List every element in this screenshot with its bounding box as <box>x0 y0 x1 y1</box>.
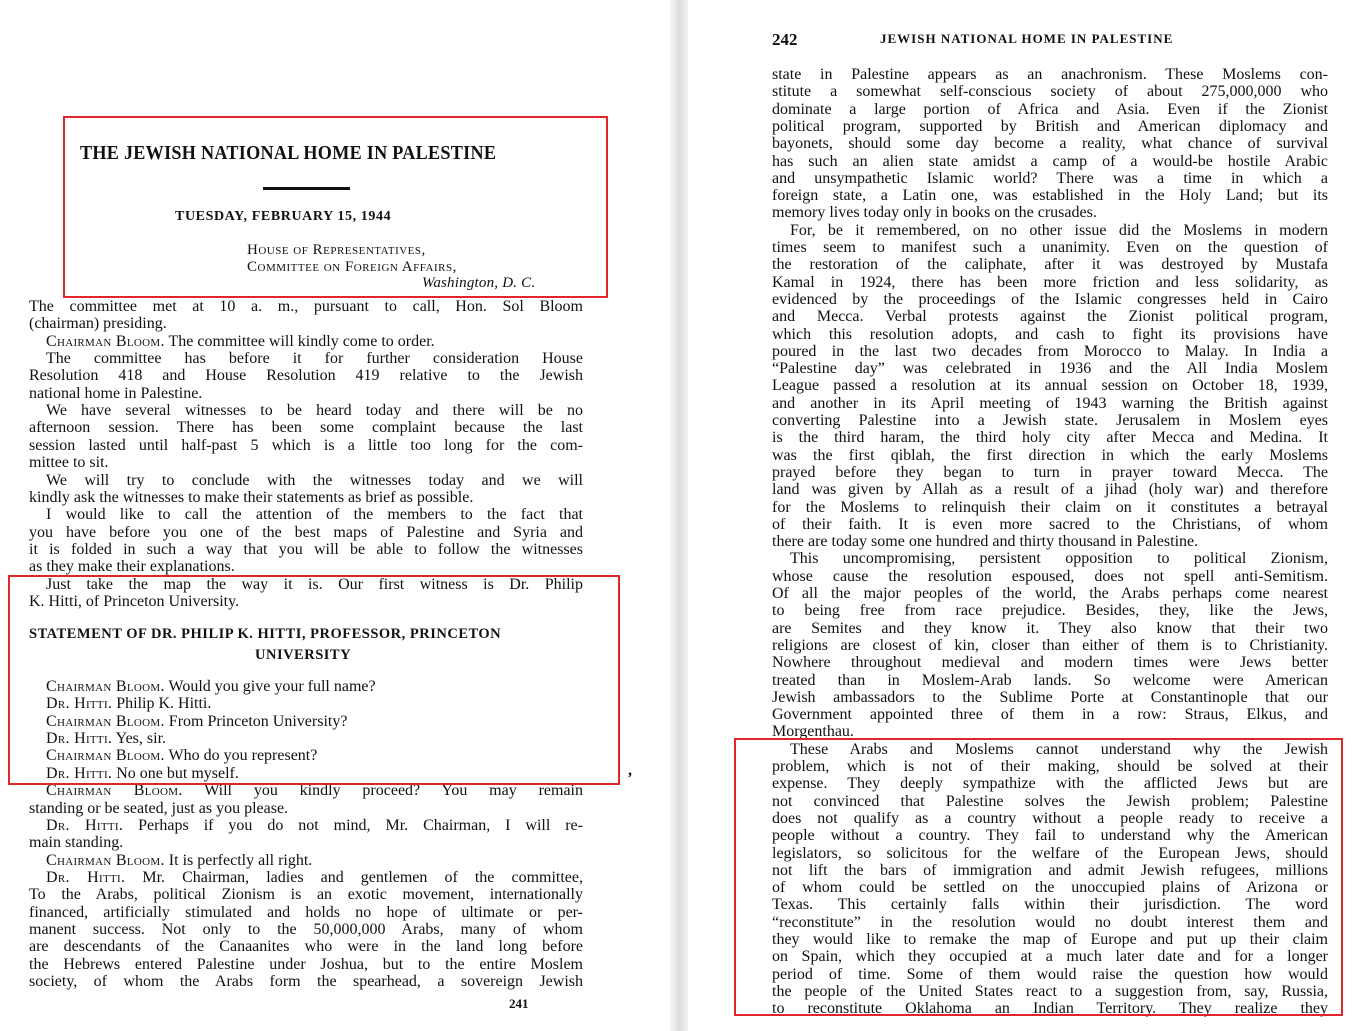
text-line: To the Arabs, political Zionism is an exotic movement, internationally <box>29 886 583 904</box>
text-line: Dr. Hitti. Mr. Chairman, ladies and gentlemen of the committee, <box>46 868 584 886</box>
text-line: treated than in Moslem-Arab lands. So welcome were American <box>772 671 1328 689</box>
text-line: foreign state, a Latin one, was established in the Holy Land; but its <box>772 187 1328 205</box>
text-line: which this resolution adopts, and cash to fight its provisions have <box>772 325 1328 343</box>
text-line: not lift the bars of immigration and admit Jewish refugees, millions <box>772 861 1328 879</box>
text-line: the Hebrews entered Palestine under Joshua, but to the entire Moslem <box>29 955 583 973</box>
text-line: mittee to sit. <box>29 454 109 472</box>
text-line: to reconstitute Oklahoma an Indian Territory. They realize they <box>772 1000 1328 1018</box>
highlight-box <box>734 738 1343 1016</box>
speaker-name: Chairman Bloom. <box>46 747 165 765</box>
text-line: as they make their explanations. <box>29 558 235 576</box>
speech-text: Will you kindly proceed? You may remain <box>182 782 583 800</box>
text-line: “reconstitute” in the resolution would no doubt interest them and <box>772 913 1328 931</box>
page-number: 242 <box>772 30 798 49</box>
speech-text: Philip K. Hitti. <box>112 695 212 713</box>
text-line: Nowhere throughout medieval and modern times were Jews better <box>772 654 1328 672</box>
text-line: converting Palestine into a Jewish state. Jerusalem in Moslem eyes <box>772 412 1328 429</box>
document-title: THE JEWISH NATIONAL HOME IN PALESTINE <box>80 143 497 164</box>
text-line: whose cause the resolution espoused, does not spell anti-Semitism. <box>772 567 1328 585</box>
running-head: JEWISH NATIONAL HOME IN PALESTINE <box>880 31 1174 46</box>
venue-line: Washington, D. C. <box>422 275 536 291</box>
text-line: This uncompromising, persistent opposition to political Zionism, <box>790 550 1328 568</box>
text-line: We have several witnesses to be heard today and there will be no <box>46 402 583 420</box>
speaker-name: Dr. Hitti. <box>46 764 113 782</box>
speech-text: Would you give your full name? <box>164 678 376 695</box>
statement-heading: STATEMENT OF DR. PHILIP K. HITTI, PROFESSOR, PRINCETON <box>29 626 502 642</box>
right-page <box>688 0 1356 1031</box>
page-gutter <box>670 0 688 1031</box>
text-line: you have before you one of the best maps of Palestine and Syria and <box>29 523 583 541</box>
text-line: standing or be seated, just as you please. <box>29 799 289 817</box>
text-line: land was given by Allah as a result of a jihad (holy war) and therefore <box>772 481 1328 499</box>
text-line: I would like to call the attention of the members to the fact that <box>46 506 583 524</box>
text-line: afternoon session. There has been some complaint because the last <box>29 419 583 437</box>
text-line: kindly ask the witnesses to make their statements as brief as possible. <box>29 488 474 506</box>
text-line: stitute a somewhat self-conscious society of about 275,000,000 who <box>772 83 1328 101</box>
text-line: “Palestine day” was celebrated in 1936 and the All India Moslem <box>772 360 1328 378</box>
text-line: was the first qiblah, the first direction in which the early Moslems <box>772 446 1328 464</box>
speech-text: Yes, sir. <box>112 730 167 748</box>
text-line: it is folded in such a way that you will be able to follow the witnesses <box>29 540 583 558</box>
text-line: period of time. Some of them would raise the question how would <box>772 965 1328 983</box>
text-line: Jewish ambassadors to the Sublime Porte at Constantinople that our <box>772 688 1328 706</box>
text-line: national home in Palestine. <box>29 384 203 402</box>
speaker-name: Chairman Bloom. <box>46 678 165 695</box>
speech-text: From Princeton University? <box>164 712 348 730</box>
speaker-name: Chairman Bloom. <box>46 782 183 800</box>
highlight-box <box>8 575 620 785</box>
speech-text: No one but myself. <box>112 764 239 782</box>
text-line: (chairman) presiding. <box>29 315 167 333</box>
text-line: legislators, so solicitous for the welfare of the European Jews, should <box>772 844 1328 862</box>
hearing-date: TUESDAY, FEBRUARY 15, 1944 <box>175 209 392 224</box>
speech-text: Who do you represent? <box>164 747 318 765</box>
text-line: The committee has before it for further consideration House <box>46 350 583 368</box>
text-line: of their faith. It is even more sacred to the Christians, of whom <box>772 515 1328 533</box>
text-line: society, of whom the Arabs form the spearhead, a sovereign Jewish <box>29 973 583 990</box>
venue-line: House of Representatives, <box>247 242 426 258</box>
text-line: there are today some one hundred and thirty thousand in Palestine. <box>772 533 1199 551</box>
text-line: problem, which is not of their making, should be solved at their <box>772 758 1328 775</box>
text-line: These Arabs and Moslems cannot understand why the Jewish <box>790 740 1328 758</box>
text-line: and Mecca. Verbal protests against the Zionist political program, <box>772 308 1328 326</box>
text-line: main standing. <box>29 834 124 852</box>
speaker-name: Chairman Bloom. <box>46 712 165 730</box>
text-line: manent success. Not only to the 50,000,000 Arabs, many of whom <box>29 920 583 938</box>
venue-line: Committee on Foreign Affairs, <box>247 259 457 275</box>
text-line: K. Hitti, of Princeton University. <box>29 592 240 610</box>
text-line: state in Palestine appears as an anachronism. These Moslems con- <box>772 66 1328 83</box>
text-line: they would like to remake the map of Europe and put up their claim <box>772 931 1328 948</box>
text-line: and another in its April meeting of 1943 warning the British against <box>772 394 1328 412</box>
text-line: is the third haram, the third holy city after Mecca and Medina. It <box>772 429 1328 447</box>
text-line: Resolution 418 and House Resolution 419 relative to the Jewish <box>29 367 583 385</box>
text-line: Morgenthau. <box>772 723 854 741</box>
text-line: Just take the map the way it is. Our first witness is Dr. Philip <box>46 575 583 593</box>
text-line: of whom could be settled on the unoccupied plains of Arizona or <box>772 879 1328 897</box>
text-line: memory lives today only in books on the crusades. <box>772 204 1097 222</box>
text-line: does not qualify as a country without a people ready to receive a <box>772 809 1328 827</box>
text-line: Chairman Bloom. It is perfectly all right. <box>46 851 313 869</box>
text-line: expense. They deeply sympathize with the afflicted Jews but are <box>772 775 1328 793</box>
text-line: are descendants of the Canaanites who were in the land long before <box>29 938 583 956</box>
text-line: dominate a large portion of Africa and Asia. Even if the Zionist <box>772 100 1328 118</box>
text-line: Texas. This certainly falls within their jurisdiction. The word <box>772 896 1328 914</box>
text-line: political program, supported by British and American diplomacy and <box>772 117 1328 135</box>
text-line: bayonets, should some day become a reality, what chance of survival <box>772 135 1328 153</box>
text-line: not convinced that Palestine solves the Jewish problem; Palestine <box>772 792 1328 810</box>
text-line: and unsympathetic Islamic world? There was a time in which a <box>772 169 1328 187</box>
left-page <box>0 0 670 1031</box>
text-line: financed, artificially stimulated and holds no hope of ultimate or per- <box>29 903 583 921</box>
text-line: the people of the United States react to a suggestion from, say, Russia, <box>772 982 1328 1000</box>
stray-mark: , <box>628 762 632 779</box>
text-line: for the Moslems to relinquish their claim on it constitutes a betrayal <box>772 498 1328 516</box>
speaker-name: Dr. Hitti. <box>46 730 113 748</box>
page-number: 241 <box>509 996 529 1011</box>
text-line: times seem to manifest such a unanimity. Even on the question of <box>772 239 1328 256</box>
text-line: Chairman Bloom. The committee will kindly come to order. <box>46 332 435 350</box>
text-line: evidenced by the proceedings of the Islamic congresses held in Cairo <box>772 290 1328 308</box>
text-line: League passed a resolution at its annual session on October 18, 1939, <box>772 377 1328 395</box>
text-line: session lasted until half-past 5 which is a little too long for the com- <box>29 436 583 454</box>
text-line: Dr. Hitti. Perhaps if you do not mind, Mr. Chairman, I will re- <box>46 816 583 834</box>
highlight-box <box>63 116 608 298</box>
speaker-name: Dr. Hitti. <box>46 695 113 713</box>
text-line: on Spain, which they occupied at a much later date and for a longer <box>772 948 1328 966</box>
text-line: are Semites and they know it. They also know that their two <box>772 619 1328 637</box>
text-line: has such an alien state amidst a camp of a would-be hostile Arabic <box>772 152 1328 170</box>
text-line: to being free from race prejudice. Besides, they, like the Jews, <box>772 602 1328 620</box>
text-line: We will try to conclude with the witnesses today and we will <box>46 471 583 489</box>
text-line: The committee met at 10 a. m., pursuant to call, Hon. Sol Bloom <box>29 298 583 315</box>
text-line: prayed before they began to turn in prayer toward Mecca. The <box>772 463 1328 481</box>
text-line: the restoration of the caliphate, after it was destroyed by Mustafa <box>772 256 1328 274</box>
statement-heading: UNIVERSITY <box>255 647 352 663</box>
text-line: Government appointed three of them in a row: Straus, Elkus, and <box>772 706 1328 724</box>
text-line: religions are closest of kin, closer than either of them is to Christianity. <box>772 636 1328 654</box>
text-line: people without a country. They fail to understand why the American <box>772 827 1328 845</box>
text-line: For, be it remembered, on no other issue did the Moslems in modern <box>790 221 1328 239</box>
text-line: Of all the major peoples of the world, the Arabs perhaps come nearest <box>772 585 1328 602</box>
text-line: Kamal in 1924, there has been more friction and less solidarity, as <box>772 273 1328 291</box>
text-line: poured in the last two decades from Morocco to Malay. In India a <box>772 342 1328 360</box>
